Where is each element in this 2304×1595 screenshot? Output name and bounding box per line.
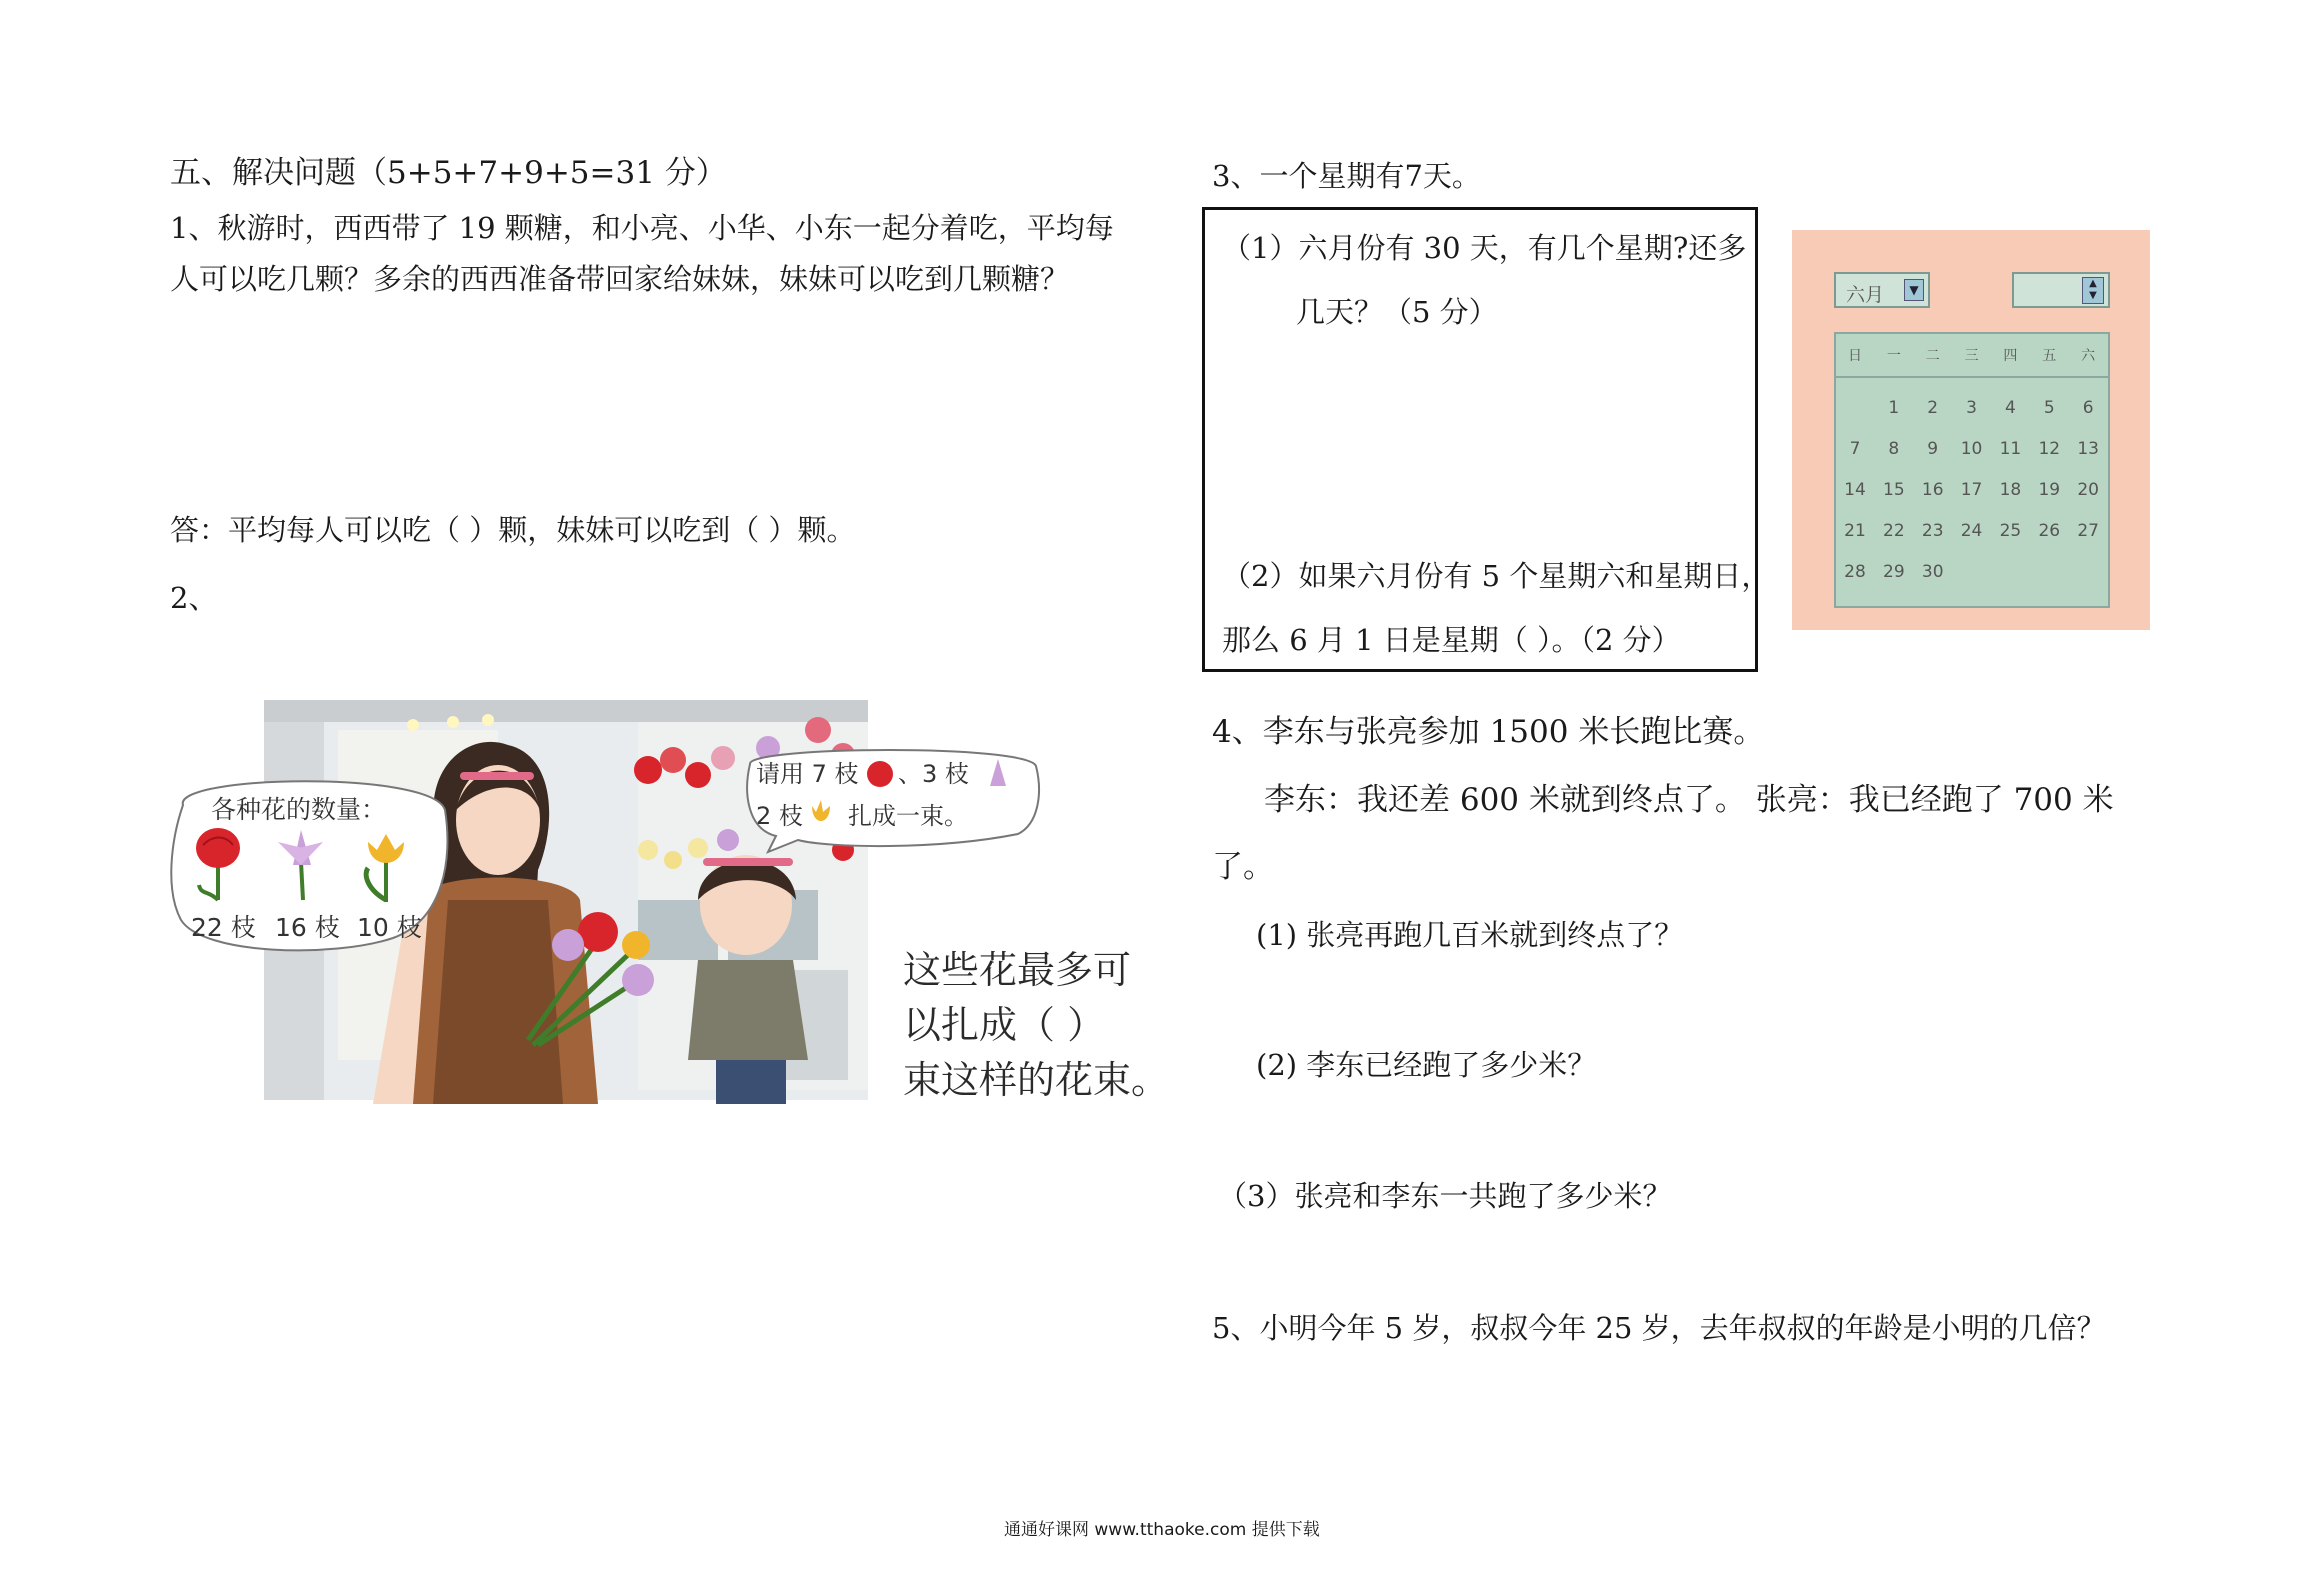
question-3-part-1-line-2: 几天？（5 分） xyxy=(1296,295,1498,329)
month-select[interactable] xyxy=(1834,272,1930,308)
chevron-down-icon[interactable]: ▼ xyxy=(1904,279,1924,301)
calendar-day[interactable]: 21 xyxy=(1844,521,1866,541)
request-line-1: 请用 7 枝 xyxy=(756,760,859,788)
calendar-day[interactable]: 14 xyxy=(1844,480,1866,500)
question-4-dialogue-line-2: 了。 xyxy=(1212,849,1274,885)
calendar-day[interactable]: 9 xyxy=(1927,439,1939,459)
calendar-grid xyxy=(1834,332,2110,608)
calendar-day[interactable]: 29 xyxy=(1883,562,1905,582)
lily-count: 16 枝 xyxy=(275,913,340,942)
question-1-line-2: 人可以吃几颗？多余的西西准备带回家给妹妹，妹妹可以吃到几颗糖？ xyxy=(170,262,1070,296)
calendar-day[interactable]: 27 xyxy=(2077,521,2099,541)
question-3-part-2-line-1: （2）如果六月份有 5 个星期六和星期日， xyxy=(1222,559,1771,593)
calendar-day[interactable]: 6 xyxy=(2082,398,2094,418)
calendar-day[interactable]: 23 xyxy=(1921,521,1944,541)
calendar-day[interactable]: 18 xyxy=(1999,480,2022,500)
calendar-weekday-header: 一 xyxy=(1886,348,1901,364)
calendar-day[interactable]: 24 xyxy=(1960,521,1983,541)
calendar-day[interactable]: 7 xyxy=(1849,439,1861,459)
question-3-title: 3、一个星期有7天。 xyxy=(1212,159,1481,193)
question-1-answer: 答：平均每人可以吃（ ）颗，妹妹可以吃到（ ）颗。 xyxy=(170,513,856,547)
question-5: 5、小明今年 5 岁，叔叔今年 25 岁，去年叔叔的年龄是小明的几倍？ xyxy=(1212,1311,2106,1345)
calendar-day[interactable]: 25 xyxy=(1999,521,2022,541)
flower-count-bubble xyxy=(163,770,453,960)
question-4-part-3: （3）张亮和李东一共跑了多少米？ xyxy=(1218,1179,1672,1213)
calendar-weekday-header: 五 xyxy=(2042,348,2057,364)
question-1-line-1: 1、秋游时，西西带了 19 颗糖，和小亮、小华、小东一起分着吃，平均每 xyxy=(170,211,1114,245)
year-spinner[interactable] xyxy=(2012,272,2110,308)
request-bubble xyxy=(738,744,1044,852)
calendar-day[interactable]: 13 xyxy=(2077,439,2099,459)
question-text-line-2: 以扎成（ ） xyxy=(903,1003,1106,1047)
calendar-weekday-header: 三 xyxy=(1964,348,1979,364)
question-3-part-2-line-2: 那么 6 月 1 日是星期（ ）。（2 分） xyxy=(1222,623,1681,657)
weekday-header-row xyxy=(1836,334,2108,378)
section-title: 五、解决问题（5+5+7+9+5=31 分） xyxy=(170,155,727,191)
calendar-day[interactable]: 15 xyxy=(1883,480,1905,500)
question-text-line-3: 束这样的花束。 xyxy=(903,1058,1170,1102)
june-calendar xyxy=(1792,230,2150,630)
calendar-day[interactable]: 10 xyxy=(1960,439,1983,459)
calendar-day[interactable]: 12 xyxy=(2038,439,2061,459)
request-line-2: 2 枝 xyxy=(756,802,803,830)
footer-credit: 通通好课网 www.tthaoke.com 提供下载 xyxy=(1004,1520,1320,1540)
calendar-day[interactable]: 20 xyxy=(2077,480,2099,500)
request-line-1b: 、3 枝 xyxy=(898,760,969,788)
calendar-day[interactable]: 11 xyxy=(1999,439,2022,459)
question-4-part-2: (2) 李东已经跑了多少米？ xyxy=(1256,1048,1597,1082)
question-2-number: 2、 xyxy=(170,581,218,615)
calendar-weekday-header: 二 xyxy=(1925,348,1940,364)
question-3-box xyxy=(1202,207,1758,672)
spinner-arrows-icon[interactable]: ▲ ▼ xyxy=(2082,277,2104,304)
calendar-day[interactable]: 28 xyxy=(1844,562,1866,582)
calendar-weekday-header: 六 xyxy=(2081,348,2096,364)
calendar-day[interactable]: 19 xyxy=(2038,480,2061,500)
question-3-part-1-line-1: （1）六月份有 30 天，有几个星期?还多 xyxy=(1222,231,1747,265)
calendar-weekday-header: 四 xyxy=(2003,348,2018,364)
calendar-day[interactable]: 1 xyxy=(1888,398,1900,418)
calendar-day[interactable]: 22 xyxy=(1883,521,1905,541)
rose-small-icon xyxy=(867,761,893,787)
calendar-day[interactable]: 3 xyxy=(1966,398,1977,418)
calendar-day[interactable]: 5 xyxy=(2043,398,2055,418)
calendar-weekday-header: 日 xyxy=(1848,348,1862,364)
flower-bubble-title: 各种花的数量： xyxy=(211,795,387,824)
question-4-part-1: (1) 张亮再跑几百米就到终点了？ xyxy=(1256,918,1684,952)
calendar-day[interactable]: 30 xyxy=(1921,562,1944,582)
question-4-title: 4、李东与张亮参加 1500 米长跑比赛。 xyxy=(1212,714,1765,750)
calendar-day[interactable]: 17 xyxy=(1960,480,1983,500)
rose-count: 22 枝 xyxy=(191,913,256,942)
question-4-dialogue-line-1: 李东：我还差 600 米就到终点了。 张亮：我已经跑了 700 米 xyxy=(1264,782,2114,818)
calendar-day[interactable]: 8 xyxy=(1888,439,1900,459)
question-text-line-1: 这些花最多可 xyxy=(903,948,1132,992)
calendar-day[interactable]: 26 xyxy=(2038,521,2061,541)
tulip-count: 10 枝 xyxy=(357,913,422,942)
month-label: 六月 xyxy=(1845,284,1884,306)
calendar-day[interactable]: 4 xyxy=(2005,398,2016,418)
calendar-day[interactable]: 16 xyxy=(1921,480,1944,500)
calendar-day[interactable]: 2 xyxy=(1927,398,1939,418)
request-line-2b: 扎成一束。 xyxy=(848,802,968,830)
